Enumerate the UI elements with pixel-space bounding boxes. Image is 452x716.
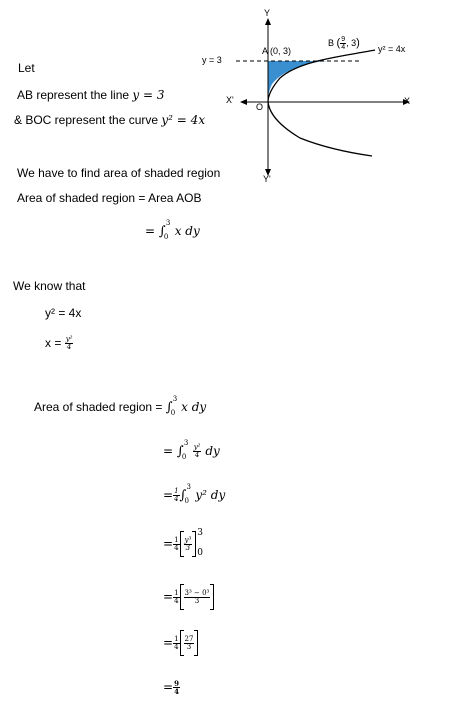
simplified-27-over-3: = $\frac{1}{4}$ $\frac{27}{3}$ [163, 630, 198, 656]
integral-y2-over-4: = ∫ 3 0 $\frac{\text{y²}}{4}$ dy [163, 439, 220, 461]
integral-x-dy-1: = ∫ 3 0 x dy [145, 219, 200, 241]
equation-y2-4x: y² = 4x [45, 306, 82, 320]
x-axis-label: X [404, 96, 411, 106]
point-b-letter: B [328, 37, 335, 48]
area-aob-text: Area of shaded region = Area AOB [17, 191, 202, 205]
y-axis-label: Y [264, 8, 271, 18]
equation-x-y2-over-4: x = $\frac{\text{y²}}{4}$ [45, 335, 73, 352]
y-axis-prime-label: Y' [263, 174, 271, 184]
origin-label: O [256, 102, 264, 112]
x-axis-arrow-left [240, 99, 247, 105]
line-y3-label: y = 3 [202, 55, 222, 65]
boc-curve-text: & BOC represent the curve y² = 4x [14, 113, 206, 127]
we-know-text: We know that [13, 279, 86, 293]
x-axis-prime-label: X' [226, 95, 234, 105]
final-answer: = $\frac{9}{4}$ [163, 679, 179, 696]
evaluated-bracket-y3: = $\frac{1}{4}$ $\frac{\text{y³}}{3}$ 3 0 [163, 528, 204, 558]
point-a-label: A (0, 3) [262, 46, 292, 56]
y-axis-arrow-up [265, 18, 271, 25]
find-area-text: We have to find area of shaded region [17, 166, 221, 180]
point-b-label: B ( $\frac{9}{4}$ , 3) [328, 36, 360, 51]
let-text: Let [18, 61, 35, 75]
integral-quarter-y2: = $\frac{1}{4}$ ∫ 3 0 y² dy [163, 483, 226, 505]
area-integral-line: Area of shaded region = ∫ 3 0 x dy [34, 395, 207, 417]
curve-label: y² = 4x [378, 44, 406, 54]
substituted-limits: = $\frac{1}{4}$ $\frac{\text{3³ − 0³}}{3}$ [163, 584, 214, 610]
ab-line-text: AB represent the line y = 3 [17, 88, 165, 102]
